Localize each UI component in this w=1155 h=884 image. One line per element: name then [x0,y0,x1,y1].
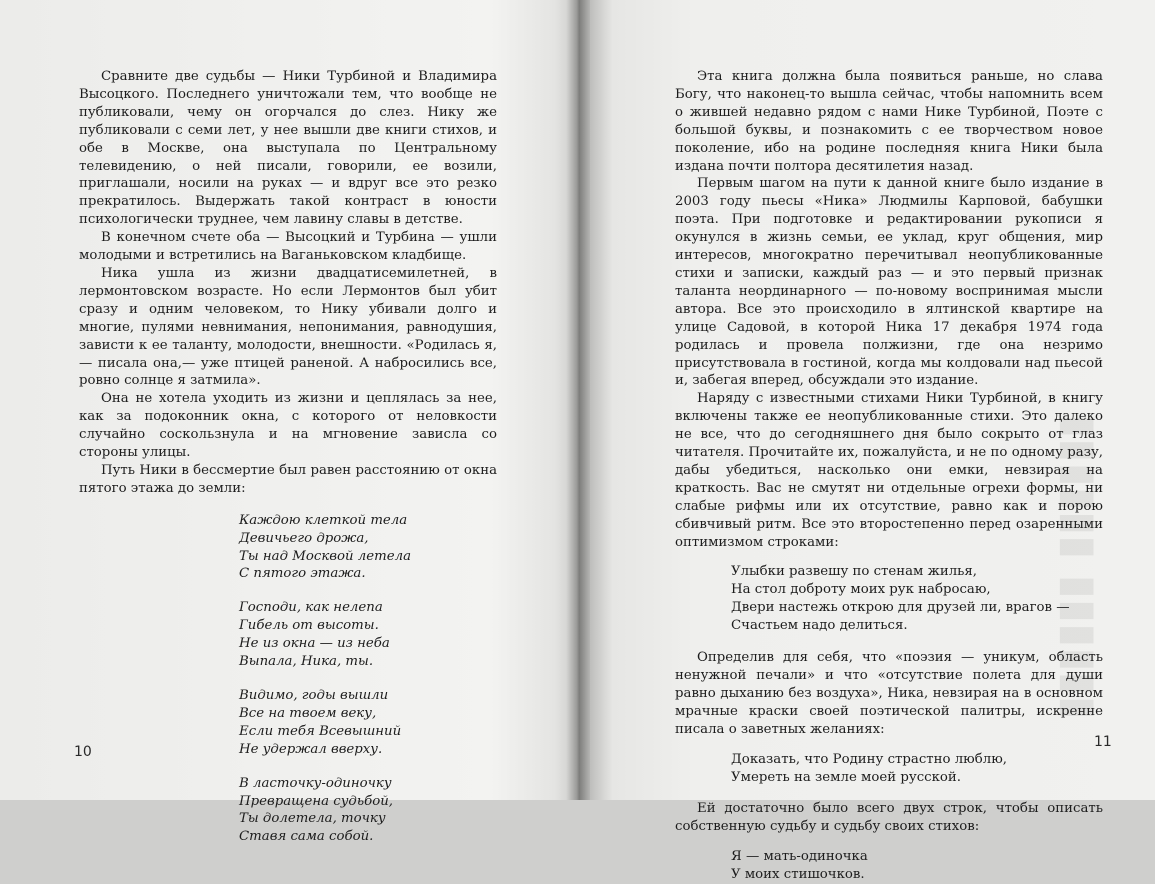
paragraph: Ника ушла из жизни двадцатисемилетней, в лермонтовском возрасте. Но если Лермонтов был убит сразу и одним человеком, то Нику убивали долго и многие, пулями невнимания, непонимания, равнодушия, зависти к ее таланту, молодости, внешности. «Родилась я,— писала она,— уже птицей раненой. А набросились все, ровно солнце я затмила». [79,265,497,389]
paragraph: Первым шагом на пути к данной книге было издание в 2003 году пьесы «Ника» Людмилы Карповой, бабушки поэта. При подготовке и редактировании рукописи я окунулся в жизнь семьи, ее уклад, круг общения, мир интересов, многократно перечитывал неопубликованные стихи и записки, каждый раз — и это первый признак таланта неординарного — по-новому воспринимая мысли автора. Все это происходило в ялтинской квартире на улице Садовой, в которой Ника 17 декабря 1974 года родилась и провела полжизни, где она незримо присутствовала в гостиной, когда мы колдовали над пьесой и, забегая вперед, обсуждали это издание. [675,176,1103,389]
book-gutter [566,0,590,800]
poem-line: Ты долетела, точку [239,811,386,827]
paragraph: Ей достаточно было всего двух строк, чтобы описать собственную судьбу и судьбу своих стихов: [675,801,1103,835]
poem-line: Не удержал вверху. [239,741,383,757]
poem-stanza [239,775,497,847]
poem-line: Ты над Москвой летела [239,548,412,564]
page-number-left: 10 [74,744,92,760]
poem-line: Я — мать-одиночка [731,849,868,865]
poem-line: Улыбки развешу по стенам жилья, [731,564,978,580]
paragraph: Наряду с известными стихами Ники Турбиной, в книгу включены также ее неопубликованные стихи. Это далеко не все, что до сегодняшнего дня было сокрыто от глаз читателя. Прочитайте их, пожалуйста, и не по одному разу, дабы убедиться, насколько они емки, невзирая на краткость. Вас не смутят ни отдельные огрехи формы, ни слабые рифмы или их отсутствие, равно как и порою сбивчивый ритм. Все это второстепенно перед озаренными оптимизмом строками: [675,391,1103,550]
right-text-column [675,68,1103,884]
show-through-shadow: ▮▮▮▮▮▮ ▮▮▮▮▮▮ [1048,414,1099,720]
right-page [578,0,1155,883]
poem-stanza [239,512,497,584]
poem [675,563,1103,635]
poem-line: Доказать, что Родину страстно люблю, [731,751,1007,767]
paragraph: Эта книга должна была появиться раньше, но слава Богу, что наконец-то вышла сейчас, чтобы напомнить всем о жившей недавно рядом с нами Нике Турбиной, Поэте с большой буквы, и познакомить с ее творчеством новое поколение, ибо на родине последняя книга Ники была издана почти полтора десятилетия назад. [675,69,1103,174]
poem-line: Ставя сама собой. [239,829,374,845]
poem-line: В ласточку-одиночку [239,775,392,791]
poem-line: Господи, как нелепа [239,600,383,616]
paragraph: Она не хотела уходить из жизни и цеплялась за нее, как за подоконник окна, с которого от неловкости случайно соскользнула и на мгновение зависла со стороны улицы. [79,391,497,461]
poem-line: Каждою клеткой тела [239,512,408,528]
poem-line: Превращена судьбой, [239,793,393,809]
page-number-right: 11 [1094,734,1112,750]
poem-line: Гибель от высоты. [239,618,379,634]
poem [79,512,497,847]
poem-line: Девичьего дрожа, [239,530,369,546]
poem-line: Двери настежь открою для друзей ли, врагов — [731,600,1070,616]
poem-line: Счастьем надо делиться. [731,618,908,634]
paragraph: Сравните две судьбы — Ники Турбиной и Владимира Высоцкого. Последнего уничтожали тем, что вообще не публиковали, чему он огорчался до слез. Нику же публиковали с семи лет, у нее вышли две книги стихов, и обе в Москве, она выступала по Центральному телевидению, о ней писали, говорили, ее возили, приглашали, носили на руках — и вдруг все это резко прекратилось. Выдержать такой контраст в юности психологически труднее, чем лавину славы в детстве. [79,69,497,228]
poem [675,848,1103,884]
paragraph: Определив для себя, что «поэзия — уникум, область ненужной печали» и что «отсутствие полета для души равно дыханию без воздуха», Ника, невзирая на в основном мрачные краски своей поэтической палитры, искренне писала о заветных желаниях: [675,650,1103,737]
left-page [0,0,578,845]
paragraph: В конечном счете оба — Высоцкий и Турбина — ушли молодыми и встретились на Ваганьковском кладбище. [79,230,497,264]
poem-line: С пятого этажа. [239,566,366,582]
paragraph: Путь Ники в бессмертие был равен расстоянию от окна пятого этажа до земли: [79,462,497,496]
poem-line: Умереть на земле моей русской. [731,769,961,785]
poem-line: Если тебя Всевышний [239,723,402,739]
left-text-column [79,68,497,862]
poem [675,751,1103,787]
poem-line: На стол доброту моих рук набросаю, [731,582,991,598]
poem-stanza [239,599,497,671]
poem-line: Не из окна — из неба [239,636,390,652]
poem-line: Все на твоем веку, [239,705,377,721]
poem-line: Выпала, Ника, ты. [239,654,374,670]
poem-stanza [239,687,497,759]
poem-line: Видимо, годы вышли [239,688,389,703]
poem-line: У моих стишочков. [731,867,865,883]
